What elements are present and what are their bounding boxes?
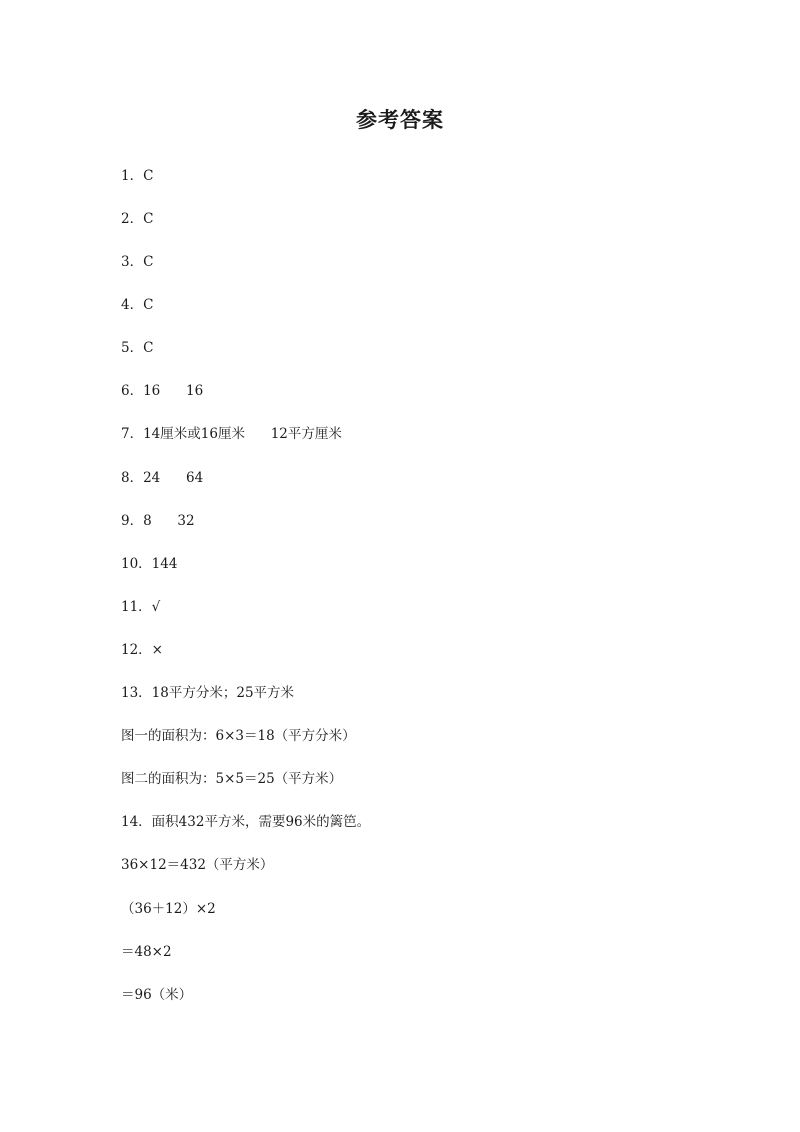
answer-line-4: 4．C — [121, 297, 154, 313]
explanation-line-14d: ＝96（米） — [121, 987, 193, 1003]
answer-line-1: 1．C — [121, 168, 154, 184]
answer-line-14: 14．面积432平方米，需要96米的篱笆。 — [121, 814, 371, 830]
answer-line-3: 3．C — [121, 254, 154, 270]
answer-line-12: 12．× — [121, 642, 163, 658]
explanation-line-13b: 图二的面积为：5×5＝25（平方米） — [121, 771, 343, 787]
explanation-line-14b: （36＋12）×2 — [121, 901, 216, 917]
answer-line-13: 13．18平方分米；25平方米 — [121, 685, 295, 701]
answer-line-9: 9．8 32 — [121, 513, 195, 529]
explanation-line-13a: 图一的面积为：6×3＝18（平方分米） — [121, 728, 356, 744]
explanation-line-14a: 36×12＝432（平方米） — [121, 857, 274, 873]
answer-line-6: 6．16 16 — [121, 383, 204, 399]
answer-line-10: 10．144 — [121, 556, 178, 572]
answer-line-8: 8．24 64 — [121, 470, 204, 486]
explanation-line-14c: ＝48×2 — [121, 944, 172, 960]
answer-line-11: 11．√ — [121, 599, 161, 615]
answer-line-2: 2．C — [121, 211, 154, 227]
answer-line-7: 7．14厘米或16厘米 12平方厘米 — [121, 426, 342, 442]
answer-line-5: 5．C — [121, 340, 154, 356]
page-title: 参考答案 — [356, 108, 444, 132]
